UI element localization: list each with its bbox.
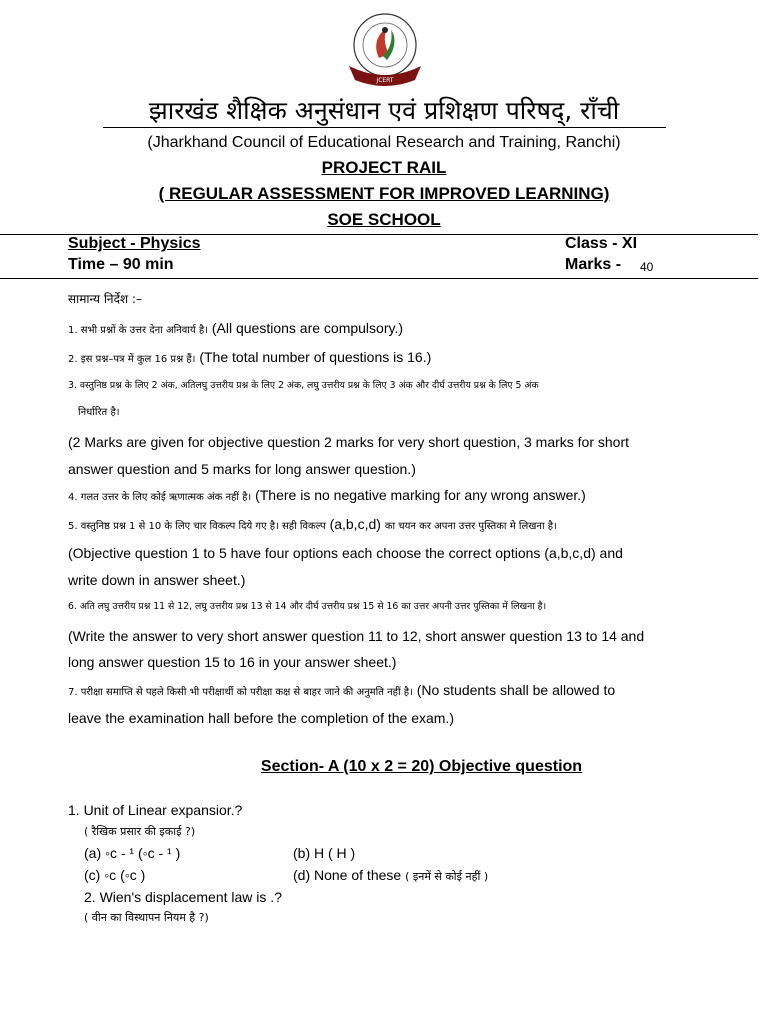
english-title: (Jharkhand Council of Educational Research and Training, Ranchi) bbox=[147, 134, 621, 151]
instruction-3-english-b: answer question and 5 marks for long answer question.) bbox=[68, 461, 416, 477]
instructions-heading: सामान्य निर्देश :– bbox=[68, 292, 142, 306]
instruction-4: 4. गलत उत्तर के लिए कोई ऋणात्मक अंक नहीं है। (There is no negative marking for any wrong answer.) bbox=[68, 487, 586, 503]
instruction-3-hindi-a: 3. वस्तुनिष्ठ प्रश्न के लिए 2 अंक, अतिलघु उत्तरीय प्रश्न के लिए 2 अंक, लघु उत्तरीय प्रश्न के लिए 3 अंक और दीर्घ उत्तरीय प्रश्न के लिए 5 अंक bbox=[68, 380, 539, 391]
question-2-hindi: ( वीन का विस्थापन नियम है ?) bbox=[84, 911, 209, 924]
question-1-option-c: (c) ◦c (◦c ) bbox=[84, 867, 146, 883]
header-rule-bottom bbox=[0, 278, 758, 279]
instruction-2: 2. इस प्रश्न–पत्र में कुल 16 प्रश्न हैं। (The total number of questions is 16.) bbox=[68, 349, 432, 365]
class-label: Class - XI bbox=[565, 235, 638, 252]
instruction-5-english-a: (Objective question 1 to 5 have four options each choose the correct options (a,b,c,d) and bbox=[68, 545, 623, 561]
hindi-title: झारखंड शैक्षिक अनुसंधान एवं प्रशिक्षण परिषद्, राँची bbox=[148, 96, 620, 125]
marks-value: 40 bbox=[640, 260, 654, 274]
instruction-1: 1. सभी प्रश्नों के उत्तर देना अनिवार्य है। (All questions are compulsory.) bbox=[68, 320, 404, 336]
svg-text:JCERT: JCERT bbox=[376, 77, 394, 84]
project-expansion: ( REGULAR ASSESSMENT FOR IMPROVED LEARNING) bbox=[158, 184, 610, 203]
marks-label: Marks - bbox=[565, 256, 622, 273]
question-1-option-b: (b) H ( H ) bbox=[293, 845, 356, 861]
jcert-logo bbox=[343, 10, 427, 92]
subject-label: Subject - Physics bbox=[68, 235, 201, 252]
instruction-5-hindi: 5. वस्तुनिष्ठ प्रश्न 1 से 10 के लिए चार विकल्प दिये गए है। सही विकल्प (a,b,c,d) का चयन कर अपना उत्तर पुस्तिका मे लिखना है। bbox=[68, 516, 557, 532]
time-label: Time – 90 min bbox=[68, 256, 174, 273]
instruction-6-english-a: (Write the answer to very short answer question 11 to 12, short answer question 13 to 14 and bbox=[68, 628, 645, 644]
question-1-option-d: (d) None of these ( इनमें से कोई नहीं ) bbox=[293, 867, 489, 883]
instruction-6-hindi: 6. अति लघु उत्तरीय प्रश्न 11 से 12, लघु उत्तरीय प्रश्न 13 से 14 और दीर्घ उत्तरीय प्रश्न 15 से 16 का उत्तर अपनी उत्तर पुस्तिका में लिखना है। bbox=[68, 601, 547, 612]
instruction-5-english-b: write down in answer sheet.) bbox=[68, 572, 246, 588]
title-underline bbox=[103, 127, 666, 128]
question-1-option-a: (a) ◦c - ¹ (◦c - ¹ ) bbox=[84, 845, 181, 861]
instruction-3-english-a: (2 Marks are given for objective question 2 marks for very short question, 3 marks for short bbox=[68, 434, 630, 450]
section-a-title: Section- A (10 x 2 = 20) Objective question bbox=[260, 758, 583, 775]
instruction-3-hindi-b: निर्धारित है। bbox=[78, 407, 120, 418]
instruction-7-english-b: leave the examination hall before the completion of the exam.) bbox=[68, 710, 455, 726]
instruction-6-english-b: long answer question 15 to 16 in your answer sheet.) bbox=[68, 654, 397, 670]
instruction-7: 7. परीक्षा समाप्ति से पहले किसी भी परीक्षार्थी को परीक्षा कक्ष से बाहर जाने की अनुमति नहीं है। (No students shall be allowed to bbox=[68, 682, 616, 698]
question-1: 1. Unit of Linear expansior.? bbox=[68, 802, 243, 818]
question-2: 2. Wien's displacement law is .? bbox=[84, 889, 282, 905]
school-name: SOE SCHOOL bbox=[327, 210, 441, 229]
question-1-hindi: ( रैखिक प्रसार की इकाई ?) bbox=[84, 825, 196, 838]
project-title: PROJECT RAIL bbox=[321, 158, 447, 177]
